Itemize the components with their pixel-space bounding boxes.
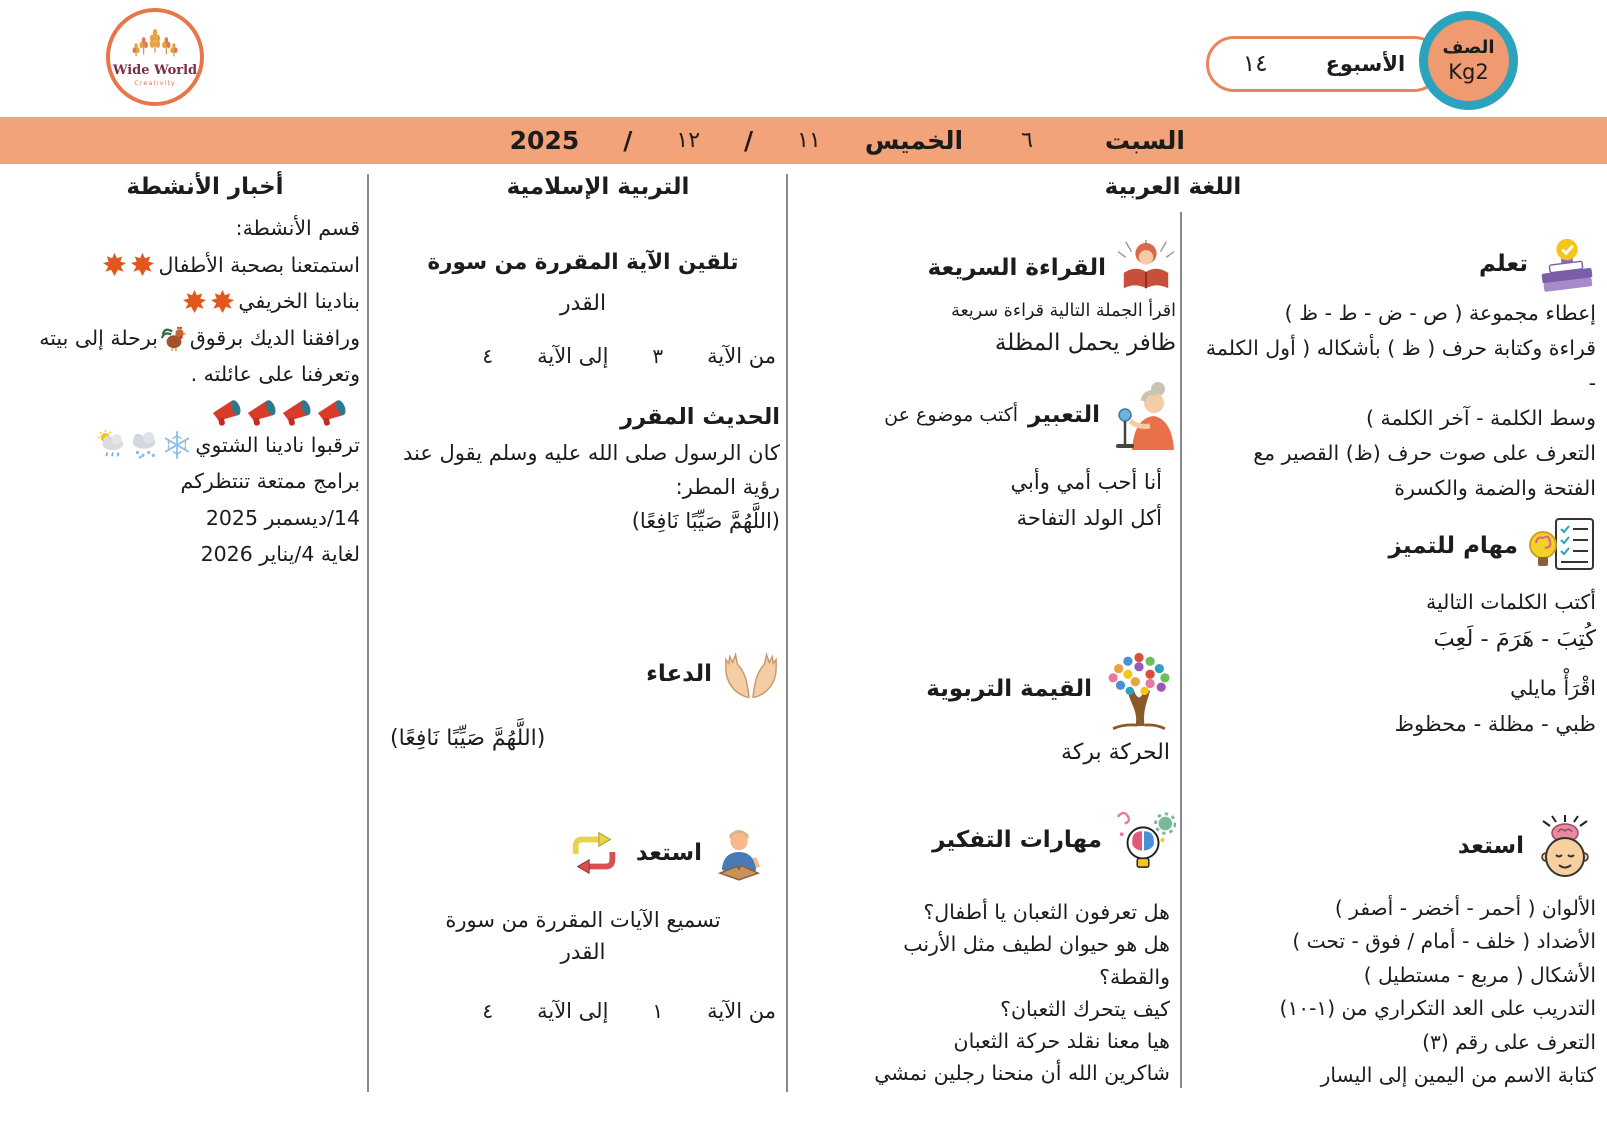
section-educational-value [794, 646, 1176, 765]
section-ready-header [1192, 814, 1596, 878]
from-ayah-number: ٣ [652, 344, 664, 368]
section-thinking-header [794, 806, 1176, 874]
megaphone-icon [211, 397, 244, 427]
thinking-line: والقطة؟ [1099, 964, 1170, 989]
column-title-islamic: التربية الإسلامية [506, 174, 690, 200]
date-separator: / [623, 126, 633, 155]
section-title: القيمة التربوية [926, 676, 1092, 702]
section-title: مهارات التفكير [932, 827, 1102, 853]
loop-arrows-icon [566, 832, 622, 874]
column-divider [786, 174, 788, 1092]
section-title: استعد [1457, 833, 1524, 859]
activities-line: وتعرفنا على عائلته . [190, 362, 360, 386]
to-ayah-number: ٤ [482, 999, 494, 1023]
wheat-logo-icon [129, 28, 181, 62]
ayah-range [386, 999, 780, 1023]
maple-leaf-icon [130, 252, 155, 277]
activities-text: ترقبوا نادينا الشتوي [195, 432, 360, 457]
expression-body [794, 464, 1176, 536]
week-label: الأسبوع [1325, 52, 1406, 76]
ready-line: كتابة الاسم من اليمين إلى اليسار [1320, 1063, 1596, 1088]
day-to-number: ١١ [797, 128, 821, 153]
to-ayah-label: إلى الآية [537, 999, 609, 1023]
section-learn [1192, 236, 1596, 506]
from-ayah-label: من الآية [707, 344, 776, 368]
ready-line: التعرف على رقم (٣) [1422, 1029, 1596, 1054]
hadith-line: رؤية المطر: [675, 475, 780, 499]
ready-line: التدريب على العد التكراري من (١-١٠) [1279, 996, 1596, 1021]
ready-line: الأشكال ( مربع - مستطيل ) [1363, 962, 1596, 987]
section-expression-header [794, 380, 1176, 450]
section-ready-islamic-header [386, 824, 780, 882]
section-title: استعد [635, 840, 702, 866]
boy-reading-icon [716, 824, 762, 882]
year: 2025 [509, 126, 580, 155]
thinking-line: شاكرين الله أن منحنا رجلين نمشي [874, 1061, 1170, 1086]
ready-islamic-surah: القدر [560, 940, 606, 965]
learn-line: وسط الكلمة - آخر الكلمة ) [1366, 406, 1596, 430]
megaphone-icon [246, 397, 279, 427]
section-title: تعلم [1478, 251, 1528, 277]
maple-leaf-icon [102, 252, 127, 277]
dua-text: (اللَّهُمَّ صَيِّبًا نَافِعًا) [390, 726, 546, 751]
fast-reading-subtitle: اقرأ الجملة التالية قراءة سريعة [951, 301, 1176, 321]
activities-intro: قسم الأنشطة: [235, 216, 360, 240]
tasks-words: كُتِبَ - هَرَمَ - لَعِبَ [1433, 626, 1596, 652]
section-dua [386, 648, 780, 751]
recitation-title: تلقين الآية المقررة من سورة [427, 250, 739, 275]
fast-reading-sentence: ظافر يحمل المظلة [994, 330, 1176, 356]
learn-line: الفتحة والضمة والكسرة [1394, 476, 1596, 500]
woman-microphone-icon [1110, 380, 1176, 450]
section-recitation [386, 250, 780, 368]
learn-body [1192, 296, 1596, 506]
activities-announcement: 14/ديسمبر 2025 [205, 505, 360, 530]
section-dua-header [386, 648, 780, 700]
thinking-body [794, 896, 1176, 1090]
checklist-lightbulb-brain-icon [1528, 516, 1596, 576]
section-activities-news [6, 210, 362, 573]
thinking-line: هل هو حيوان لطيف مثل الأرنب [903, 932, 1170, 957]
sun-rain-cloud-icon [96, 430, 126, 460]
head-brain-icon [1534, 814, 1596, 878]
section-thinking-skills [794, 806, 1176, 1090]
section-title: التعبير [1028, 402, 1100, 428]
section-get-ready-arabic [1192, 814, 1596, 1092]
to-ayah-number: ٤ [482, 344, 494, 368]
recitation-surah: القدر [559, 291, 607, 316]
activities-text: ورافقنا الديك برقوق [189, 325, 360, 350]
from-ayah-number: ١ [652, 999, 664, 1023]
activities-text: بنادينا الخريفي [238, 289, 360, 313]
day-from: السبت [1104, 126, 1185, 155]
snowflake-icon [162, 430, 192, 460]
activities-line [6, 283, 360, 320]
hadith-line: (اللَّهُمَّ صَيِّبًا نَافِعًا) [631, 509, 780, 533]
ready-line: الألوان ( أحمر - أخضر - أصفر ) [1334, 896, 1596, 920]
megaphone-row [6, 397, 360, 427]
section-expression [794, 380, 1176, 536]
section-fast-reading-header [794, 240, 1176, 296]
learn-line: قراءة وكتابة حرف ( ظ ) بأشكاله ( أول الكلمة - [1205, 336, 1596, 395]
praying-hands-icon [722, 648, 780, 700]
hadith-line: كان الرسول صلى الله عليه وسلم يقول عند [402, 441, 780, 465]
date-separator: / [744, 126, 754, 155]
from-ayah-label: من الآية [707, 999, 776, 1023]
section-hadith [386, 404, 780, 538]
ready-body [1192, 892, 1596, 1092]
section-tasks-header [1192, 516, 1596, 576]
section-title: الدعاء [646, 661, 712, 687]
thinking-line: هل تعرفون الثعبان يا أطفال؟ [923, 900, 1170, 924]
snow-cloud-icon [129, 430, 159, 460]
megaphone-icon [281, 397, 314, 427]
books-lightbulb-icon [1538, 236, 1596, 292]
learn-line: إعطاء مجموعة ( ص - ض - ط - ظ ) [1284, 301, 1596, 325]
section-title: القراءة السريعة [927, 255, 1106, 281]
colorful-tree-icon [1102, 646, 1176, 732]
day-from-number: ٦ [1021, 128, 1033, 153]
class-value: Kg2 [1448, 60, 1489, 84]
tasks-read-words: ظبي - مظلة - محظوظ [1394, 712, 1596, 736]
logo-title: Wide World [112, 62, 198, 78]
day-to: الخميس [864, 126, 964, 155]
date-banner [0, 117, 1607, 164]
ready-islamic-line1: تسميع الآيات المقررة من سورة [445, 908, 721, 932]
learn-line: التعرف على صوت حرف (ظ) القصير مع [1253, 441, 1596, 465]
expression-prompt: أكتب موضوع عن [884, 404, 1019, 426]
section-title: مهام للتميز [1388, 533, 1518, 559]
to-ayah-label: إلى الآية [537, 344, 609, 368]
activities-text: برحلة إلى بيته [39, 325, 158, 350]
expression-line: أنا أحب أمي وأبي [1010, 470, 1162, 494]
rooster-icon [161, 324, 187, 352]
section-excellence-tasks [1192, 516, 1596, 742]
section-value-header [794, 646, 1176, 732]
girl-reading-book-icon [1116, 240, 1176, 296]
tasks-body [1192, 584, 1596, 742]
week-number: ١٤ [1242, 51, 1268, 77]
section-get-ready-islamic [386, 824, 780, 1023]
month-number: ١٢ [676, 128, 701, 153]
expression-line: أكل الولد التفاحة [1016, 506, 1162, 530]
tasks-write-prompt: أكتب الكلمات التالية [1425, 590, 1596, 614]
hadith-title: الحديث المقرر [620, 404, 780, 430]
activities-text: استمتعنا بصحبة الأطفال [158, 252, 360, 277]
logo-subtitle: Creativity [134, 78, 176, 87]
ready-line: الأضداد ( خلف - أمام / فوق - تحت ) [1292, 929, 1596, 954]
section-learn-header [1192, 236, 1596, 292]
activities-line [6, 247, 360, 284]
thinking-line: كيف يتحرك الثعبان؟ [1000, 996, 1170, 1021]
activities-announcement: لغاية 4/يناير 2026 [200, 542, 360, 566]
megaphone-icon [316, 397, 349, 427]
tasks-read-prompt: اقْرَأْ مايلي [1510, 676, 1596, 700]
column-divider [1180, 212, 1182, 1088]
column-divider [367, 174, 369, 1092]
week-badge [1206, 36, 1442, 92]
column-title-activities: أخبار الأنشطة [126, 174, 284, 200]
class-label: الصف [1442, 37, 1495, 58]
school-logo [106, 8, 204, 106]
hadith-body [386, 436, 780, 538]
section-fast-reading [794, 240, 1176, 361]
maple-leaf-icon [210, 289, 235, 314]
activities-announcement: برامج ممتعة تنتظركم [180, 469, 360, 493]
activities-line [6, 320, 360, 357]
class-badge [1419, 11, 1518, 110]
value-text: الحركة بركة [1061, 740, 1170, 765]
activities-announcement [6, 427, 360, 464]
ayah-range [386, 344, 780, 368]
lightbulb-brain-gear-icon [1112, 806, 1176, 874]
thinking-line: هيا معنا نقلد حركة الثعبان [953, 1029, 1170, 1054]
maple-leaf-icon [182, 289, 207, 314]
column-title-arabic: اللغة العربية [1104, 174, 1242, 200]
